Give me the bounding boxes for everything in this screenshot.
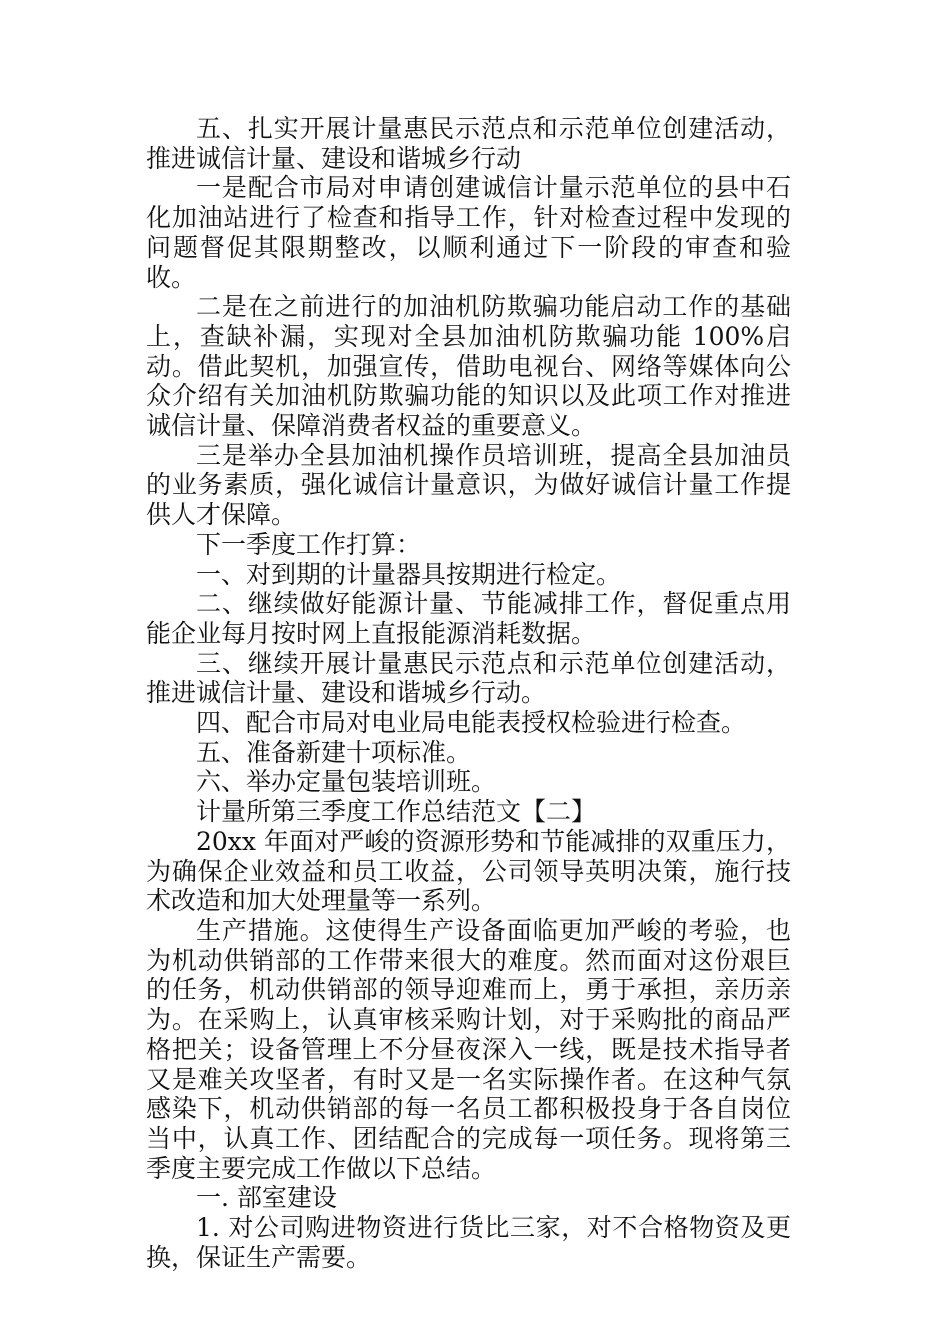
plan-item-three: 三、继续开展计量惠民示范点和示范单位创建活动，推进诚信计量、建设和谐城乡行动。: [146, 648, 791, 708]
paragraph-item-one: 一是配合市局对申请创建诚信计量示范单位的县中石化加油站进行了检查和指导工作，针对检查过程中发现的问题督促其限期整改，以顺利通过下一阶段的审查和验收。: [146, 173, 791, 292]
plan-item-one: 一、对到期的计量器具按期进行检定。: [196, 559, 622, 589]
plan-item-six: 六、举办定量包装培训班。: [196, 767, 497, 797]
document-page: [146, 114, 791, 1272]
paragraph-intro: 20xx 年面对严峻的资源形势和节能减排的双重压力，为确保企业效益和员工收益，公司领导英明决策，施行技术改造和加大处理量等一系列。: [146, 826, 791, 916]
plan-item-two: 二、继续做好能源计量、节能减排工作，督促重点用能企业每月按时网上直报能源消耗数据。: [146, 589, 791, 648]
plan-item-five: 五、准备新建十项标准。: [196, 737, 472, 767]
section-title-two: 计量所第三季度工作总结范文【二】: [196, 797, 597, 827]
paragraph-item-two: 二是在之前进行的加油机防欺骗功能启动工作的基础上，查缺补漏，实现对全县加油机防欺骗功能 100%启动。借此契机，加强宣传，借助电视台、网络等媒体向公众介绍有关加油机防欺骗功能的知识以及此项工作对推进诚信计量、保障消费者权益的重要意义。: [146, 292, 791, 441]
paragraph-measures: 生产措施。这使得生产设备面临更加严峻的考验，也为机动供销部的工作带来很大的难度。然而面对这份艰巨的任务，机动供销部的领导迎难而上，勇于承担，亲历亲为。在采购上，认真审核采购计划，对于采购批的商品严格把关；设备管理上不分昼夜深入一线，既是技术指导者又是难关攻坚者，有时又是一名实际操作者。在这种气氛感染下，机动供销部的每一名员工都积极投身于各自岗位当中，认真工作、团结配合的完成每一项任务。现将第三季度主要完成工作做以下总结。: [146, 915, 791, 1183]
section-heading-five: 五、扎实开展计量惠民示范点和示范单位创建活动，推进诚信计量、建设和谐城乡行动: [146, 114, 791, 173]
list-item-one: 1. 对公司购进物资进行货比三家，对不合格物资及更换，保证生产需要。: [146, 1213, 791, 1272]
next-quarter-heading: 下一季度工作打算：: [196, 529, 422, 559]
paragraph-item-three: 三是举办全县加油机操作员培训班，提高全县加油员的业务素质，强化诚信计量意识，为做好诚信计量工作提供人才保障。: [146, 440, 791, 530]
plan-item-four: 四、配合市局对电业局电能表授权检验进行检查。: [196, 708, 747, 738]
subheading-department: 一. 部室建设: [196, 1183, 337, 1213]
